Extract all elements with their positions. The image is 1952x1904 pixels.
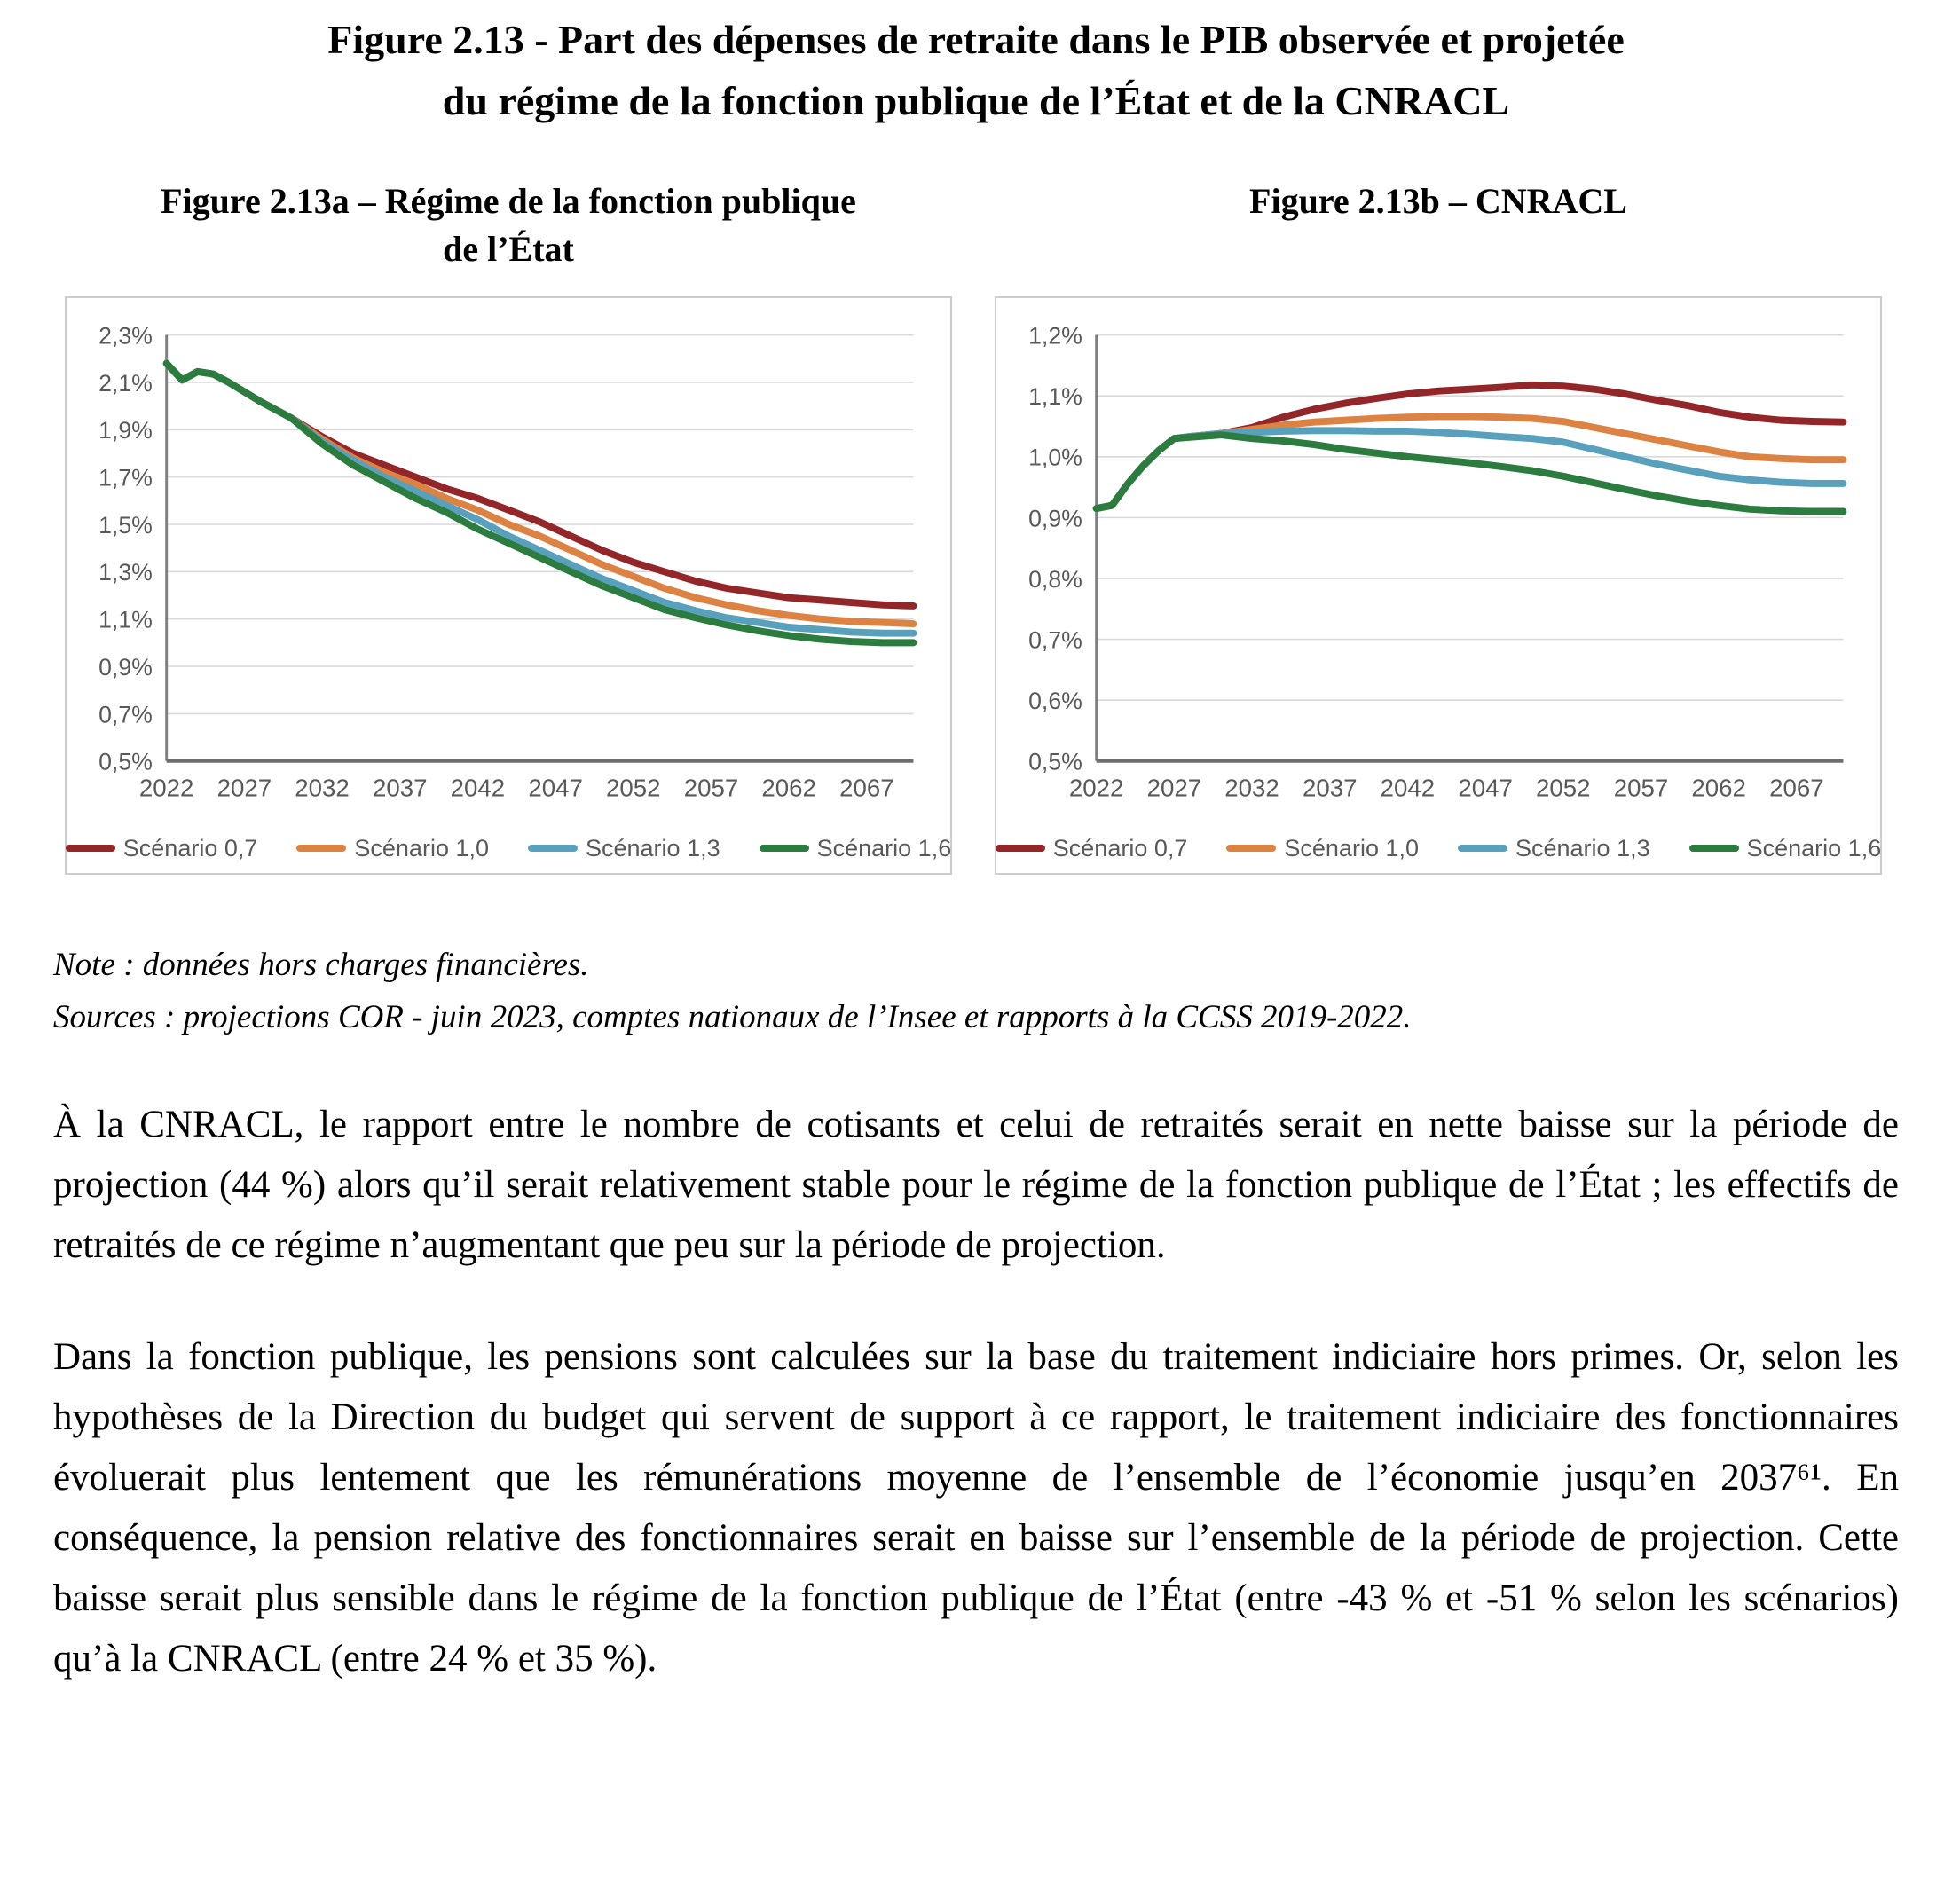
x-tick-label: 2042 — [1380, 774, 1436, 802]
y-tick-label: 0,9% — [98, 653, 153, 681]
x-tick-label: 2057 — [683, 774, 739, 802]
x-tick-label: 2022 — [138, 774, 194, 802]
subfigure-a-caption — [65, 177, 952, 273]
y-tick-label: 0,5% — [98, 748, 153, 775]
y-tick-label: 2,3% — [98, 322, 153, 350]
y-tick-label: 1,9% — [98, 417, 153, 445]
x-tick-label: 2027 — [1146, 774, 1202, 802]
y-tick-label: 1,5% — [98, 511, 153, 539]
legend-item — [1458, 835, 1650, 862]
charts-row — [65, 296, 1899, 875]
figure-title-line1: Figure 2.13 - Part des dépenses de retraite dans le PIB observée et projetée — [327, 17, 1625, 62]
y-tick-label: 1,3% — [98, 559, 153, 586]
legend-label: Scénario 1,6 — [816, 834, 952, 862]
chart-cnracl-legend — [1000, 834, 1882, 862]
legend-label: Scénario 1,0 — [354, 834, 489, 862]
series-line-1 — [1097, 385, 1844, 508]
figure-sources: Sources : projections COR - juin 2023, comptes nationaux de l’Insee et rapports à la CCSS 2019-2022. — [53, 998, 1412, 1035]
y-tick-label: 0,7% — [98, 701, 153, 728]
series-line-3 — [167, 364, 914, 633]
x-tick-label: 2062 — [1691, 774, 1746, 802]
legend-item — [296, 835, 489, 862]
line-chart-fpe — [70, 305, 947, 831]
subfigure-b-caption-line: Figure 2.13b – CNRACL — [1249, 181, 1627, 221]
x-tick-label: 2067 — [1769, 774, 1824, 802]
legend-swatch — [996, 845, 1045, 852]
x-tick-label: 2047 — [1458, 774, 1513, 802]
figure-title-line2: du régime de la fonction publique de l’État et de la CNRACL — [442, 78, 1510, 123]
y-tick-label: 1,7% — [98, 464, 153, 492]
x-tick-label: 2047 — [528, 774, 583, 802]
subfigure-b-caption — [995, 177, 1882, 273]
legend-item — [760, 835, 952, 862]
x-tick-label: 2037 — [373, 774, 428, 802]
chart-fpe-box — [65, 296, 952, 875]
x-tick-label: 2057 — [1613, 774, 1669, 802]
y-tick-label: 0,6% — [1028, 688, 1082, 715]
y-tick-label: 1,1% — [98, 606, 153, 633]
legend-label: Scénario 0,7 — [1052, 834, 1188, 862]
legend-item — [996, 835, 1188, 862]
legend-swatch — [66, 845, 115, 852]
paragraph-2: Dans la fonction publique, les pensions sont calculées sur la base du traitement indiciaire hors primes. Or, selon les hypothèses de la Direction du budget qui servent de support à ce rapport, le traitement indiciaire des fonctionnaires évoluerait plus lentement que les rémunérations moyenne de l’ensemble de l’économie jusqu’en 2037⁶¹. En conséquence, la pension relative des fonctionnaires serait en baisse sur l’ensemble de la période de projection. Cette baisse serait plus sensible dans le régime de la fonction publique de l’État (entre -43 % et -51 % selon les scénarios) qu’à la CNRACL (entre 24 % et 35 %). — [53, 1335, 1899, 1680]
x-tick-label: 2067 — [839, 774, 894, 802]
x-tick-label: 2052 — [606, 774, 661, 802]
legend-item — [528, 835, 720, 862]
legend-label: Scénario 1,0 — [1284, 834, 1419, 862]
chart-cnracl-box — [995, 296, 1882, 875]
y-tick-label: 0,8% — [1028, 565, 1082, 593]
legend-swatch — [760, 845, 809, 852]
legend-item — [66, 835, 258, 862]
legend-item — [1689, 835, 1882, 862]
y-tick-label: 0,5% — [1028, 748, 1082, 775]
legend-label: Scénario 1,6 — [1746, 834, 1882, 862]
legend-label: Scénario 1,3 — [586, 834, 720, 862]
legend-swatch — [1458, 845, 1507, 852]
y-tick-label: 2,1% — [98, 369, 153, 397]
y-tick-label: 0,7% — [1028, 626, 1082, 654]
x-tick-label: 2027 — [216, 774, 272, 802]
chart-fpe-legend — [70, 834, 952, 862]
series-line-2 — [167, 364, 914, 624]
legend-swatch — [1226, 845, 1276, 852]
subfigure-captions — [65, 177, 1899, 273]
y-tick-label: 0,9% — [1028, 505, 1082, 532]
legend-swatch — [1689, 845, 1739, 852]
figure-note: Note : données hors charges financières. — [53, 946, 589, 983]
y-tick-label: 1,0% — [1028, 444, 1082, 471]
x-tick-label: 2022 — [1068, 774, 1124, 802]
x-tick-label: 2032 — [295, 774, 350, 802]
legend-label: Scénario 1,3 — [1515, 834, 1650, 862]
legend-item — [1226, 835, 1419, 862]
line-chart-cnracl — [1000, 305, 1877, 831]
figure-title — [53, 9, 1899, 131]
series-line-1 — [167, 364, 914, 606]
legend-swatch — [296, 845, 346, 852]
subfigure-a-caption-line2: de l’État — [443, 229, 574, 269]
x-tick-label: 2037 — [1303, 774, 1358, 802]
series-line-3 — [1097, 430, 1844, 508]
y-tick-label: 1,1% — [1028, 383, 1082, 411]
x-tick-label: 2062 — [761, 774, 816, 802]
x-tick-label: 2032 — [1224, 774, 1279, 802]
y-tick-label: 1,2% — [1028, 322, 1082, 350]
x-tick-label: 2052 — [1536, 774, 1591, 802]
figure-notes — [53, 939, 1899, 1043]
paragraph-1: À la CNRACL, le rapport entre le nombre de cotisants et celui de retraités serait en nette baisse sur la période de projection (44 %) alors qu’il serait relativement stable pour le régime de la fonction publique de l’État ; les effectifs de retraités de ce régime n’augmentant que peu sur la période de projection. — [53, 1104, 1899, 1267]
subfigure-a-caption-line1: Figure 2.13a – Régime de la fonction publique — [161, 181, 856, 221]
legend-swatch — [528, 845, 578, 852]
x-tick-label: 2042 — [450, 774, 506, 802]
legend-label: Scénario 0,7 — [122, 834, 258, 862]
series-line-4 — [1097, 435, 1844, 511]
